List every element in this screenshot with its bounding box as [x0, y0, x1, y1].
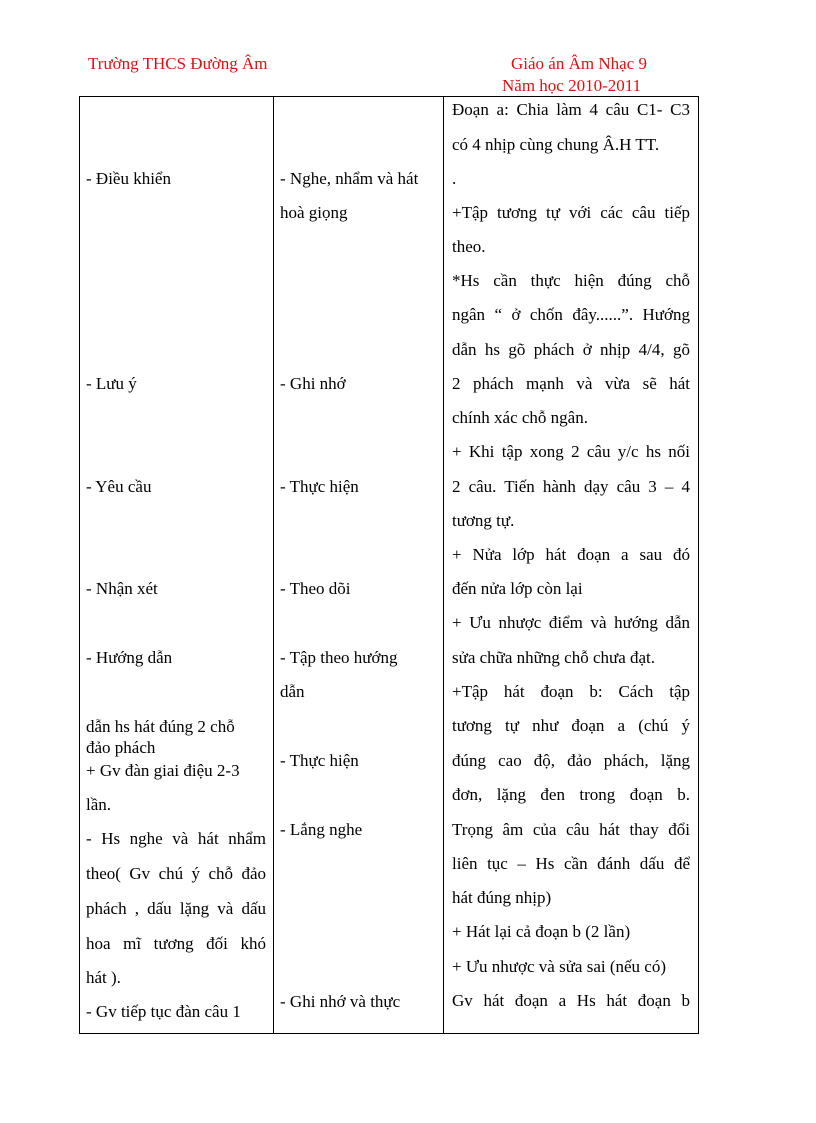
- col3-line: đúng cao độ, đảo phách, lặng: [452, 751, 690, 770]
- col3-line: dẫn hs gõ phách ở nhịp 4/4, gõ: [452, 340, 690, 359]
- lesson-table: [79, 96, 699, 1034]
- col2-line: - Ghi nhớ và thực: [280, 992, 401, 1011]
- col3-line: Gv hát đoạn a Hs hát đoạn b: [452, 991, 690, 1010]
- col1-line: + Gv đàn giai điệu 2-3: [86, 761, 240, 780]
- col3-line: tương tự như đoạn a (chú ý: [452, 716, 690, 735]
- col1-line: lần.: [86, 795, 112, 814]
- col3-line: + Nửa lớp hát đoạn a sau đó: [452, 545, 690, 564]
- col3-line: tương tự.: [452, 511, 515, 530]
- table-left-border: [79, 96, 80, 1034]
- col1-line: - Điều khiển: [86, 169, 171, 188]
- col1-line: phách , dấu lặng và dấu: [86, 899, 266, 918]
- document-title: Giáo án Âm Nhạc 9: [511, 54, 647, 73]
- col3-line: đến nửa lớp còn lại: [452, 579, 583, 598]
- col2-line: - Nghe, nhẩm và hát: [280, 169, 419, 188]
- col3-line: sửa chữa những chỗ chưa đạt.: [452, 648, 656, 667]
- col2-line: - Theo dõi: [280, 579, 351, 598]
- col3-line: hát đúng nhịp): [452, 888, 552, 907]
- col3-line: .: [452, 169, 457, 188]
- col1-line: - Hs nghe và hát nhẩm: [86, 829, 266, 848]
- col3-line: đơn, lặng đen trong đoạn b.: [452, 785, 690, 804]
- col2-line: hoà giọng: [280, 203, 348, 222]
- col1-line: - Lưu ý: [86, 374, 137, 393]
- col1-line: theo( Gv chú ý chỗ đảo: [86, 864, 266, 883]
- column-divider-1: [273, 96, 274, 1034]
- col2-line: - Lắng nghe: [280, 820, 363, 839]
- table-top-border: [79, 96, 699, 97]
- col3-line: +Tập tương tự với các câu tiếp: [452, 203, 690, 222]
- col2-line: - Ghi nhớ: [280, 374, 346, 393]
- table-right-border: [698, 96, 699, 1034]
- col2-line: - Thực hiện: [280, 477, 359, 496]
- col2-line: dẫn: [280, 682, 305, 701]
- col3-line: có 4 nhịp cùng chung Â.H TT.: [452, 135, 660, 154]
- col3-line: Đoạn a: Chia làm 4 câu C1- C3: [452, 100, 690, 119]
- col1-line: - Yêu cầu: [86, 477, 152, 496]
- col3-line: Trọng âm của câu hát thay đổi: [452, 820, 690, 839]
- col3-line: *Hs cần thực hiện đúng chỗ: [452, 271, 690, 290]
- col1-line: - Gv tiếp tục đàn câu 1: [86, 1002, 241, 1021]
- col1-line: hát ).: [86, 968, 121, 987]
- col3-line: theo.: [452, 237, 486, 256]
- col3-line: + Hát lại cả đoạn b (2 lần): [452, 922, 631, 941]
- school-name: Trường THCS Đường Âm: [88, 54, 268, 73]
- col2-line: - Tập theo hướng: [280, 648, 398, 667]
- table-bottom-border: [79, 1033, 699, 1034]
- column-divider-2: [443, 96, 444, 1034]
- col3-line: + Ưu nhược và sửa sai (nếu có): [452, 957, 666, 976]
- col1-line: hoa mĩ tương đối khó: [86, 934, 266, 953]
- col3-line: +Tập hát đoạn b: Cách tập: [452, 682, 690, 701]
- col3-line: ngân “ ở chốn đây......”. Hướng: [452, 305, 690, 324]
- col3-line: chính xác chỗ ngân.: [452, 408, 588, 427]
- col1-line: - Hướng dẫn: [86, 648, 173, 667]
- col3-line: 2 câu. Tiến hành dạy câu 3 – 4: [452, 477, 690, 496]
- col1-line: dẫn hs hát đúng 2 chỗ: [86, 717, 235, 736]
- col3-line: + Ưu nhược điểm và hướng dẫn: [452, 613, 690, 632]
- col3-line: 2 phách mạnh và vừa sẽ hát: [452, 374, 690, 393]
- col3-line: + Khi tập xong 2 câu y/c hs nối: [452, 442, 690, 461]
- col2-line: - Thực hiện: [280, 751, 359, 770]
- col1-line: đảo phách: [86, 738, 156, 757]
- school-year: Năm học 2010-2011: [502, 76, 642, 95]
- col3-line: liên tục – Hs cần đánh dấu để: [452, 854, 690, 873]
- col1-line: - Nhận xét: [86, 579, 158, 598]
